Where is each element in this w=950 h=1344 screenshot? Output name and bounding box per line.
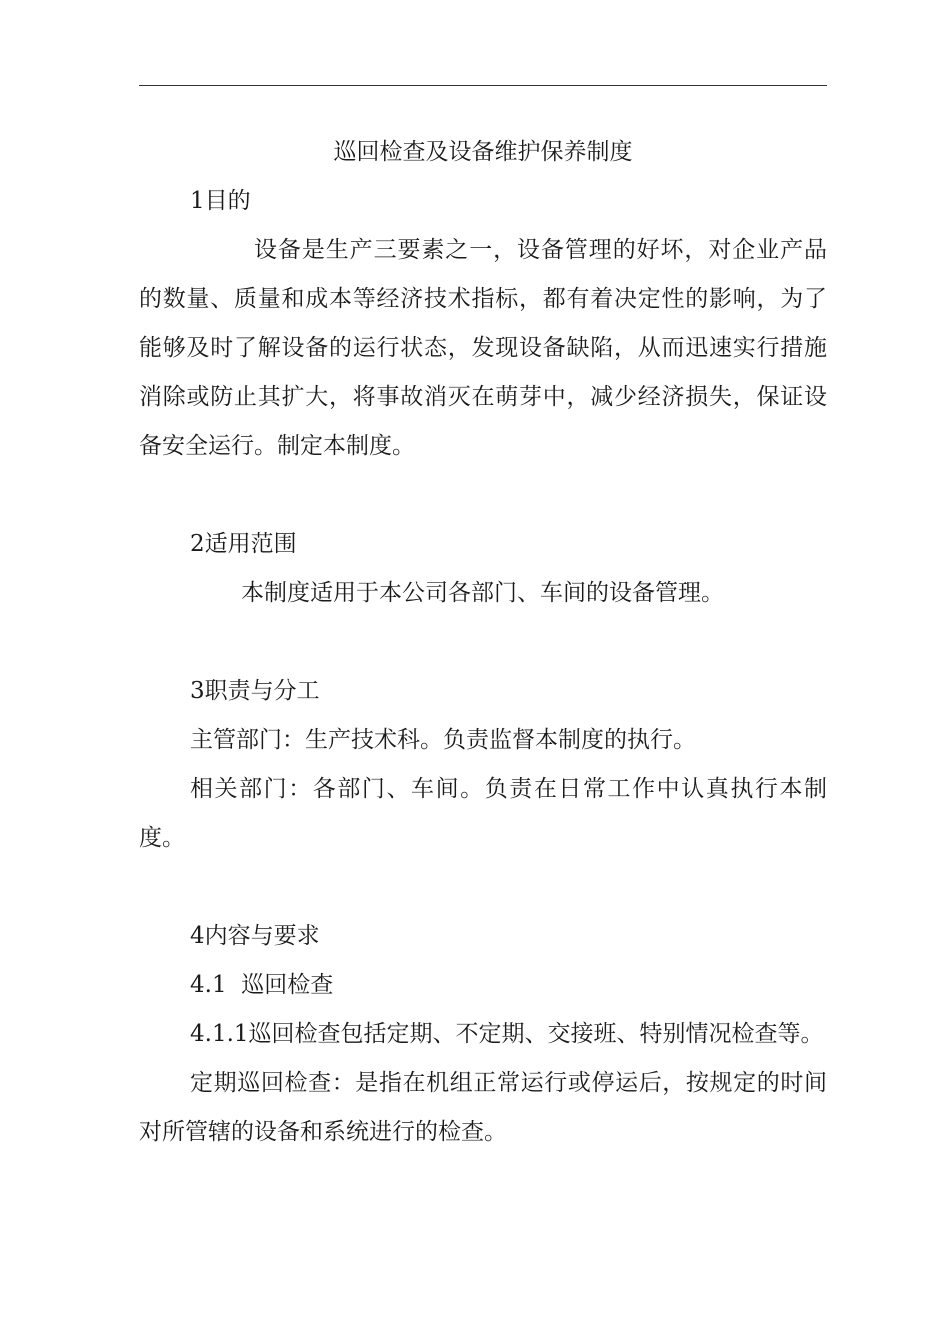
- section-heading-scope: 2适用范围: [190, 531, 297, 557]
- paragraph-periodic-definition: 定期巡回检查：是指在机组正常运行或停运后，按规定的时间对所管辖的设备和系统进行的检查。: [139, 1070, 827, 1145]
- document-body: [139, 128, 827, 1157]
- header-rule: [139, 85, 827, 86]
- subsection-heading-inspection: 4.1 巡回检查: [190, 972, 334, 998]
- spacer: [139, 618, 827, 667]
- paragraph-scope: 本制度适用于本公司各部门、车间的设备管理。: [241, 580, 724, 606]
- section-heading-duties: 3职责与分工: [190, 678, 320, 704]
- paragraph-purpose: 设备是生产三要素之一，设备管理的好坏，对企业产品的数量、质量和成本等经济技术指标，都有着决定性的影响，为了能够及时了解设备的运行状态，发现设备缺陷，从而迅速实行措施消除或防止其扩大，将事故消灭在萌芽中，减少经济损失，保证设备安全运行。制定本制度。: [139, 237, 827, 459]
- paragraph-inspection-types: 4.1.1巡回检查包括定期、不定期、交接班、特别情况检查等。: [190, 1021, 824, 1047]
- spacer: [139, 863, 827, 912]
- section-heading-content: 4内容与要求: [190, 923, 320, 949]
- paragraph-duties-related: 相关部门：各部门、车间。负责在日常工作中认真执行本制度。: [139, 776, 827, 851]
- document-title: 巡回检查及设备维护保养制度: [333, 139, 633, 165]
- spacer: [139, 471, 827, 520]
- section-heading-purpose: 1目的: [190, 188, 251, 214]
- paragraph-duties-main: 主管部门：生产技术科。负责监督本制度的执行。: [190, 727, 696, 753]
